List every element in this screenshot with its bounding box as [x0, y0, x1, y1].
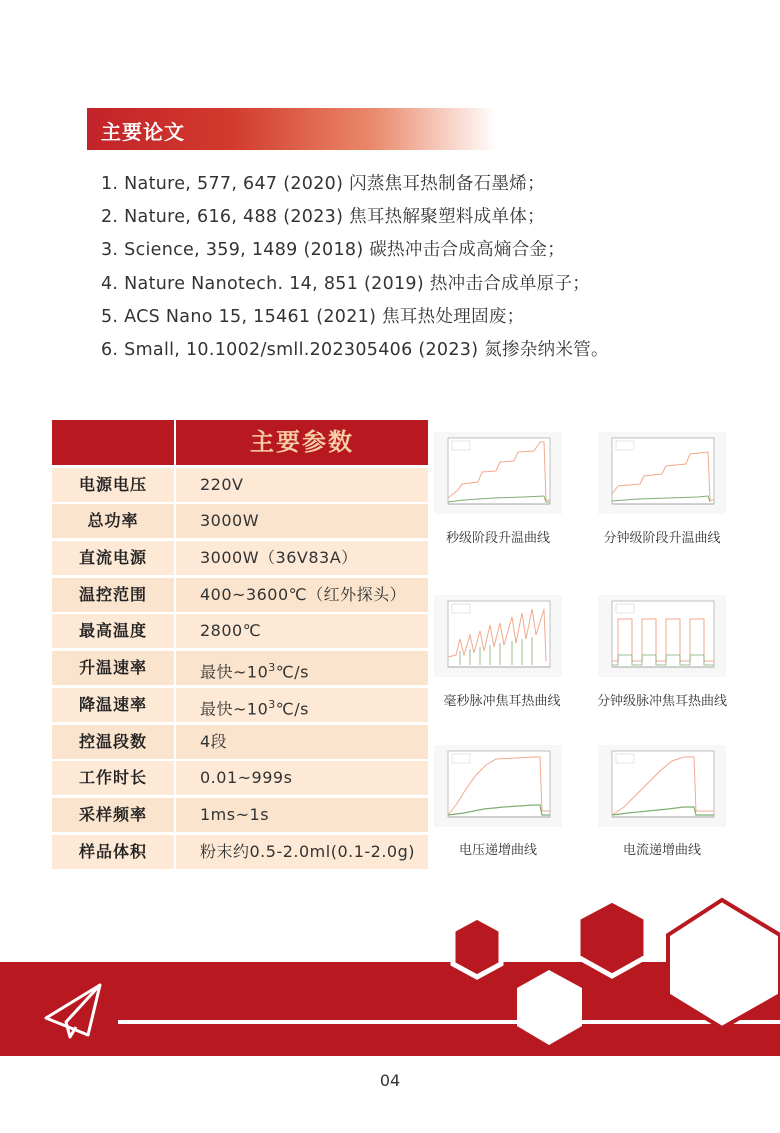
param-value: 4段 [176, 725, 428, 759]
value-unit: ℃/s [275, 699, 309, 719]
footer-banner [0, 962, 780, 1056]
chart-thumbnail [598, 595, 726, 677]
value-exponent: 3 [268, 661, 276, 675]
chart-ramp-current-image [598, 745, 726, 827]
chart-steps-minutes-image [598, 432, 726, 514]
chart-caption: 电流递增曲线 [622, 843, 701, 858]
table-row [52, 798, 428, 832]
param-value [176, 688, 428, 722]
params-header-left [52, 420, 174, 465]
paper-item: 4. Nature Nanotech. 14, 851 (2019) 热冲击合成单原子； [101, 273, 591, 294]
chart-thumbnail [598, 745, 726, 827]
value-prefix: 最快~10 [200, 699, 269, 719]
param-value: 3000W（36V83A） [176, 541, 428, 575]
table-row [52, 761, 428, 795]
chart-caption: 电压递增曲线 [458, 843, 537, 858]
param-value: 粉末约0.5-2.0ml(0.1-2.0g) [176, 835, 428, 869]
table-row [52, 468, 428, 502]
param-key: 电源电压 [52, 468, 174, 502]
chart-caption: 分钟级脉冲焦耳热曲线 [596, 694, 727, 709]
param-key: 工作时长 [52, 761, 174, 795]
value-exponent: 3 [268, 697, 276, 711]
table-row [52, 651, 428, 685]
param-key: 最高温度 [52, 614, 174, 648]
table-row [52, 835, 428, 869]
paper-item: 2. Nature, 616, 488 (2023) 焦耳热解聚塑料成单体； [101, 207, 545, 228]
chart-caption: 分钟级阶段升温曲线 [603, 531, 721, 546]
chart-caption: 毫秒脉冲焦耳热曲线 [443, 694, 561, 709]
chart-thumbnail [434, 595, 562, 677]
paper-item: 5. ACS Nano 15, 15461 (2021) 焦耳热处理固废； [101, 306, 525, 327]
params-table-header [52, 420, 428, 465]
section-header [87, 108, 497, 150]
param-value: 0.01~999s [176, 761, 428, 795]
param-key: 温控范围 [52, 578, 174, 612]
param-key: 降温速率 [52, 688, 174, 722]
params-title: 主要参数 [176, 420, 428, 465]
chart-pulse-ms-image [434, 595, 562, 677]
params-table [52, 420, 428, 869]
table-row [52, 725, 428, 759]
table-row [52, 614, 428, 648]
chart-pulse-min-image [598, 595, 726, 677]
table-row [52, 688, 428, 722]
param-value: 1ms~1s [176, 798, 428, 832]
param-key: 直流电源 [52, 541, 174, 575]
paper-item: 3. Science, 359, 1489 (2018) 碳热冲击合成高熵合金； [101, 240, 566, 261]
param-value: 2800℃ [176, 614, 428, 648]
param-value: 400~3600℃（红外探头） [176, 578, 428, 612]
param-key: 采样频率 [52, 798, 174, 832]
value-unit: ℃/s [275, 662, 309, 682]
param-value: 3000W [176, 504, 428, 538]
value-prefix: 最快~10 [200, 662, 269, 682]
param-value: 220V [176, 468, 428, 502]
chart-thumbnail [434, 432, 562, 514]
table-row [52, 541, 428, 575]
chart-steps-seconds-image [434, 432, 562, 514]
chart-ramp-voltage-image [434, 745, 562, 827]
param-key: 控温段数 [52, 725, 174, 759]
param-key: 样品体积 [52, 835, 174, 869]
chart-thumbnail [598, 432, 726, 514]
paper-item: 1. Nature, 577, 647 (2020) 闪蒸焦耳热制备石墨烯； [101, 174, 545, 194]
param-value [176, 651, 428, 685]
param-key: 总功率 [52, 504, 174, 538]
page-number: 04 [379, 1071, 401, 1090]
paper-list [101, 170, 609, 369]
chart-caption: 秒级阶段升温曲线 [445, 531, 550, 546]
table-row [52, 504, 428, 538]
table-row [52, 578, 428, 612]
chart-thumbnail [434, 745, 562, 827]
section-title: 主要论文 [101, 120, 185, 144]
paper-item: 6. Small, 10.1002/smll.202305406 (2023) 氮掺杂纳米管。 [101, 339, 609, 360]
param-key: 升温速率 [52, 651, 174, 685]
